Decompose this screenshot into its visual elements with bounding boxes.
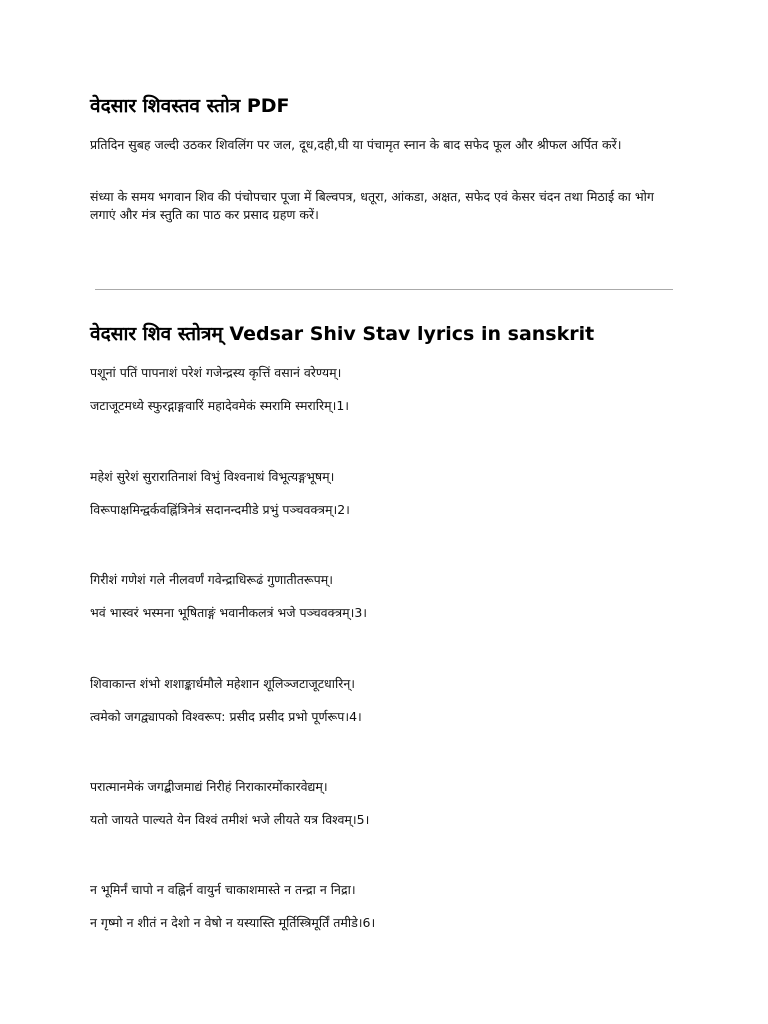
section-divider [95, 289, 673, 290]
verse-line: जटाजूटमध्ये स्फुरद्गाङ्गवारिं महादेवमेकं स्मरामि स्मरारिम्।1। [90, 398, 350, 413]
section-title-lyrics: वेदसार शिव स्तोत्रम् Vedsar Shiv Stav lyrics in sanskrit [90, 323, 595, 345]
section-title-pdf: वेदसार शिवस्तव स्तोत्र PDF [90, 95, 290, 117]
verse-line: भवं भास्वरं भस्मना भूषिताङ्गं भवानीकलत्रं भजे पञ्चवक्त्रम्।3। [90, 605, 368, 620]
verse-line: विरूपाक्षमिन्द्वर्कवह्निंत्रिनेत्रं सदानन्दमीडे प्रभुं पञ्चवक्त्रम्।2। [90, 502, 350, 517]
verse-line: गिरीशं गणेशं गले नीलवर्णं गवेन्द्राधिरूढं गुणातीतरूपम्। [90, 572, 333, 587]
verse-line: न भूमिर्नं चापो न वह्निर्न वायुर्न चाकाशमास्ते न तन्द्रा न निद्रा। [90, 882, 356, 897]
intro-paragraph: प्रतिदिन सुबह जल्दी उठकर शिवलिंग पर जल, दूध,दही,घी या पंचामृत स्नान के बाद सफेद फूल और श्रीफल अर्पित करें। [90, 137, 622, 152]
evening-worship-paragraph: संध्या के समय भगवान शिव की पंचोपचार पूजा में बिल्वपत्र, धतूरा, आंकडा, अक्षत, सफेद एवं केसर चंदन तथा मिठाई का भोग लगाएं और मंत्र स्तुति का पाठ कर प्रसाद ग्रहण करें। [90, 189, 654, 222]
verse-line: परात्मानमेकं जगद्बीजमाद्यं निरीहं निराकारमोंकारवेद्यम्। [90, 779, 328, 794]
verse-line: शिवाकान्त शंभो शशाङ्कार्धमौले महेशान शूलिञ्जटाजूटधारिन्। [90, 676, 356, 691]
verse-line: यतो जायते पाल्यते येन विश्वं तमीशं भजे लीयते यत्र विश्वम्।5। [90, 812, 370, 827]
verse-line: महेशं सुरेशं सुरारातिनाशं विभुं विश्वनाथं विभूत्यङ्गभूषम्। [90, 469, 335, 484]
verse-line: न गृष्मो न शीतं न देशो न वेषो न यस्यास्ति मूर्तिस्त्रिमूर्तिं तमीडे।6। [90, 915, 376, 930]
verse-line: त्वमेको जगद्व्यापको विश्वरूप: प्रसीद प्रसीद प्रभो पूर्णरूप।4। [90, 709, 362, 724]
verse-line: पशूनां पतिं पापनाशं परेशं गजेन्द्रस्य कृत्तिं वसानं वरेण्यम्। [90, 365, 342, 380]
